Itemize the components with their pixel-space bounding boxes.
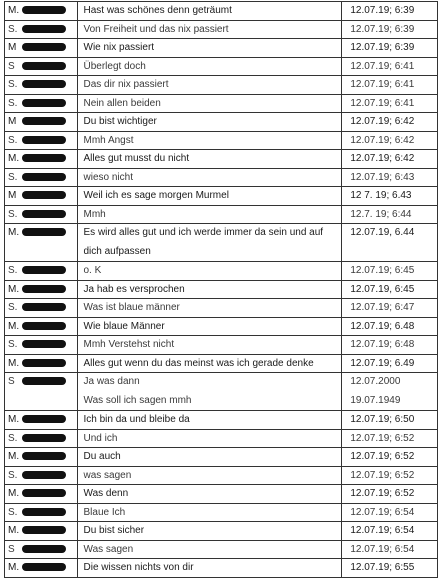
speaker-label: M.: [8, 451, 20, 462]
speaker-label: M: [8, 42, 17, 53]
speaker-cell: [5, 76, 78, 95]
redaction-bar: [22, 322, 66, 330]
speaker-cell: [5, 373, 78, 411]
timestamp-cell: 12.07.19; 6:52: [342, 466, 438, 485]
table-row: [5, 57, 438, 76]
speaker-label: M.: [8, 153, 20, 164]
speaker-cell: [5, 262, 78, 281]
table-row: [5, 262, 438, 281]
speaker-cell: [5, 448, 78, 467]
table-row: [5, 299, 438, 318]
speaker-label: S.: [8, 265, 18, 276]
timestamp-cell: 12.07.19; 6:55: [342, 559, 438, 578]
redaction-bar: [22, 99, 66, 107]
redaction-bar: [22, 43, 66, 51]
message-cell: Mmh Angst: [77, 131, 342, 150]
redaction-bar: [22, 415, 66, 423]
speaker-label: S: [8, 60, 15, 72]
message-cell: was sagen: [77, 466, 342, 485]
redaction-bar: [22, 452, 66, 460]
redaction-bar: [22, 154, 66, 162]
table-row: [5, 168, 438, 187]
table-row: [5, 39, 438, 58]
speaker-cell: [5, 299, 78, 318]
speaker-label: M.: [8, 283, 20, 295]
timestamp-cell: 12.07.19; 6.49: [342, 354, 438, 373]
timestamp-cell: 12.07.19; 6:39: [342, 20, 438, 39]
timestamp-cell: 12.07.19; 6:54: [342, 540, 438, 559]
redaction-bar: [22, 25, 66, 33]
table-row: [5, 503, 438, 522]
timestamp-cell: 12.07.19; 6:48: [342, 336, 438, 355]
table-row: [5, 429, 438, 448]
speaker-cell: [5, 168, 78, 187]
message-cell: Alles gut musst du nicht: [77, 150, 342, 169]
message-cell: Wie nix passiert: [77, 39, 342, 58]
redaction-bar: [22, 526, 66, 534]
speaker-label: S.: [8, 302, 18, 313]
speaker-label: S: [8, 376, 15, 387]
message-cell: Das dir nix passiert: [77, 76, 342, 95]
speaker-label: M: [8, 116, 17, 127]
message-cell: Was denn: [77, 485, 342, 504]
message-cell: Was sagen: [77, 540, 342, 559]
table-row: [5, 485, 438, 504]
redaction-bar: [22, 508, 66, 516]
timestamp-cell: 12.07.19, 6:45: [342, 280, 438, 299]
message-cell: Ich bin da und bleibe da: [77, 411, 342, 430]
timestamp-cell: 12.07.19; 6:39: [342, 39, 438, 58]
speaker-label: S.: [8, 339, 18, 350]
redaction-bar: [22, 228, 66, 236]
speaker-label: S.: [8, 469, 18, 481]
message-cell: Weil ich es sage morgen Murmel: [77, 187, 342, 206]
timestamp-cell: 12.07.19; 6:41: [342, 57, 438, 76]
message-cell: Du auch: [77, 448, 342, 467]
table-row: [5, 94, 438, 113]
speaker-cell: [5, 205, 78, 224]
redaction-bar: [22, 563, 66, 571]
table-row: [5, 20, 438, 39]
redaction-bar: [22, 6, 66, 14]
message-cell: Von Freiheit und das nix passiert: [77, 20, 342, 39]
speaker-cell: [5, 57, 78, 76]
redaction-bar: [22, 266, 66, 274]
speaker-cell: [5, 429, 78, 448]
timestamp-cell: 12.07.19; 6:41: [342, 76, 438, 95]
message-cell: Und ich: [77, 429, 342, 448]
speaker-label: M.: [8, 562, 20, 573]
speaker-cell: [5, 522, 78, 541]
speaker-cell: [5, 20, 78, 39]
speaker-cell: [5, 354, 78, 373]
timestamp-cell: 12.07.19; 6:52: [342, 485, 438, 504]
speaker-cell: [5, 503, 78, 522]
redaction-bar: [22, 545, 66, 553]
speaker-label: M.: [8, 357, 20, 369]
speaker-cell: [5, 224, 78, 262]
table-row: [5, 336, 438, 355]
speaker-cell: [5, 187, 78, 206]
speaker-cell: [5, 2, 78, 21]
chat-log-body: [5, 2, 438, 578]
timestamp-cell: 12.07.2000 19.07.1949: [342, 373, 438, 411]
speaker-label: S.: [8, 432, 18, 444]
timestamp-cell: 12.07.19; 6:43: [342, 168, 438, 187]
timestamp-cell: 12.07.19; 6:42: [342, 150, 438, 169]
speaker-label: S.: [8, 171, 18, 183]
message-cell: Ja was dann Was soll ich sagen mmh: [77, 373, 342, 411]
speaker-cell: [5, 317, 78, 336]
table-row: [5, 131, 438, 150]
table-row: [5, 466, 438, 485]
message-cell: Mmh: [77, 205, 342, 224]
speaker-cell: [5, 540, 78, 559]
redaction-bar: [22, 285, 66, 293]
redaction-bar: [22, 303, 66, 311]
redaction-bar: [22, 173, 66, 181]
table-row: [5, 150, 438, 169]
timestamp-cell: 12.07.19; 6:42: [342, 113, 438, 132]
speaker-label: S.: [8, 97, 18, 109]
speaker-cell: [5, 39, 78, 58]
speaker-label: S.: [8, 506, 18, 518]
message-cell: Wie blaue Männer: [77, 317, 342, 336]
speaker-label: S.: [8, 79, 18, 90]
redaction-bar: [22, 117, 66, 125]
message-cell: Was ist blaue männer: [77, 299, 342, 318]
table-row: [5, 2, 438, 21]
message-cell: Du bist wichtiger: [77, 113, 342, 132]
redaction-bar: [22, 377, 66, 385]
speaker-cell: [5, 336, 78, 355]
redaction-bar: [22, 434, 66, 442]
timestamp-cell: 12.07.19; 6:52: [342, 429, 438, 448]
table-row: [5, 522, 438, 541]
table-row: [5, 373, 438, 411]
table-row: [5, 559, 438, 578]
redaction-bar: [22, 191, 66, 199]
message-cell: Es wird alles gut und ich werde immer da sein und auf dich aufpassen: [77, 224, 342, 262]
message-cell: Nein allen beiden: [77, 94, 342, 113]
timestamp-cell: 12.07.19; 6:42: [342, 131, 438, 150]
speaker-label: S.: [8, 23, 18, 35]
message-cell: Hast was schönes denn geträumt: [77, 2, 342, 21]
speaker-cell: [5, 150, 78, 169]
redaction-bar: [22, 489, 66, 497]
timestamp-cell: 12.07.19; 6:47: [342, 299, 438, 318]
table-row: [5, 187, 438, 206]
timestamp-cell: 12 7. 19; 6.43: [342, 187, 438, 206]
speaker-label: M.: [8, 5, 20, 16]
redaction-bar: [22, 80, 66, 88]
message-cell: Die wissen nichts von dir: [77, 559, 342, 578]
message-cell: wieso nicht: [77, 168, 342, 187]
timestamp-cell: 12.07.19; 6:41: [342, 94, 438, 113]
redaction-bar: [22, 62, 66, 70]
redaction-bar: [22, 340, 66, 348]
speaker-cell: [5, 411, 78, 430]
table-row: [5, 317, 438, 336]
speaker-label: S: [8, 543, 15, 555]
speaker-label: M.: [8, 320, 20, 332]
speaker-label: M.: [8, 414, 20, 425]
message-cell: Blaue Ich: [77, 503, 342, 522]
message-cell: Alles gut wenn du das meinst was ich gerade denke: [77, 354, 342, 373]
speaker-cell: [5, 94, 78, 113]
speaker-cell: [5, 280, 78, 299]
speaker-label: M.: [8, 488, 20, 499]
speaker-cell: [5, 485, 78, 504]
table-row: [5, 448, 438, 467]
table-row: [5, 280, 438, 299]
message-cell: o. K: [77, 262, 342, 281]
speaker-label: M: [8, 190, 17, 201]
timestamp-cell: 12.07.19; 6.48: [342, 317, 438, 336]
message-cell: Mmh Verstehst nicht: [77, 336, 342, 355]
speaker-cell: [5, 466, 78, 485]
table-row: [5, 411, 438, 430]
message-cell: Ja hab es versprochen: [77, 280, 342, 299]
table-row: [5, 540, 438, 559]
speaker-cell: [5, 131, 78, 150]
table-row: [5, 113, 438, 132]
table-row: [5, 224, 438, 262]
speaker-label: S.: [8, 134, 18, 146]
timestamp-cell: 12.07.19; 6:50: [342, 411, 438, 430]
speaker-cell: [5, 113, 78, 132]
redaction-bar: [22, 210, 66, 218]
table-row: [5, 354, 438, 373]
redaction-bar: [22, 359, 66, 367]
chat-log-table: [4, 1, 438, 578]
redaction-bar: [22, 471, 66, 479]
redaction-bar: [22, 136, 66, 144]
speaker-label: M.: [8, 227, 20, 238]
speaker-label: S.: [8, 208, 18, 220]
timestamp-cell: 12.07.19; 6:54: [342, 503, 438, 522]
message-cell: Du bist sicher: [77, 522, 342, 541]
timestamp-cell: 12.7. 19; 6:44: [342, 205, 438, 224]
message-cell: Überlegt doch: [77, 57, 342, 76]
timestamp-cell: 12.07.19; 6:39: [342, 2, 438, 21]
timestamp-cell: 12.07.19; 6:52: [342, 448, 438, 467]
timestamp-cell: 12.07.19; 6:45: [342, 262, 438, 281]
table-row: [5, 76, 438, 95]
speaker-cell: [5, 559, 78, 578]
timestamp-cell: 12.07.19, 6.44: [342, 224, 438, 262]
table-row: [5, 205, 438, 224]
speaker-label: M.: [8, 525, 20, 536]
timestamp-cell: 12.07.19; 6:54: [342, 522, 438, 541]
